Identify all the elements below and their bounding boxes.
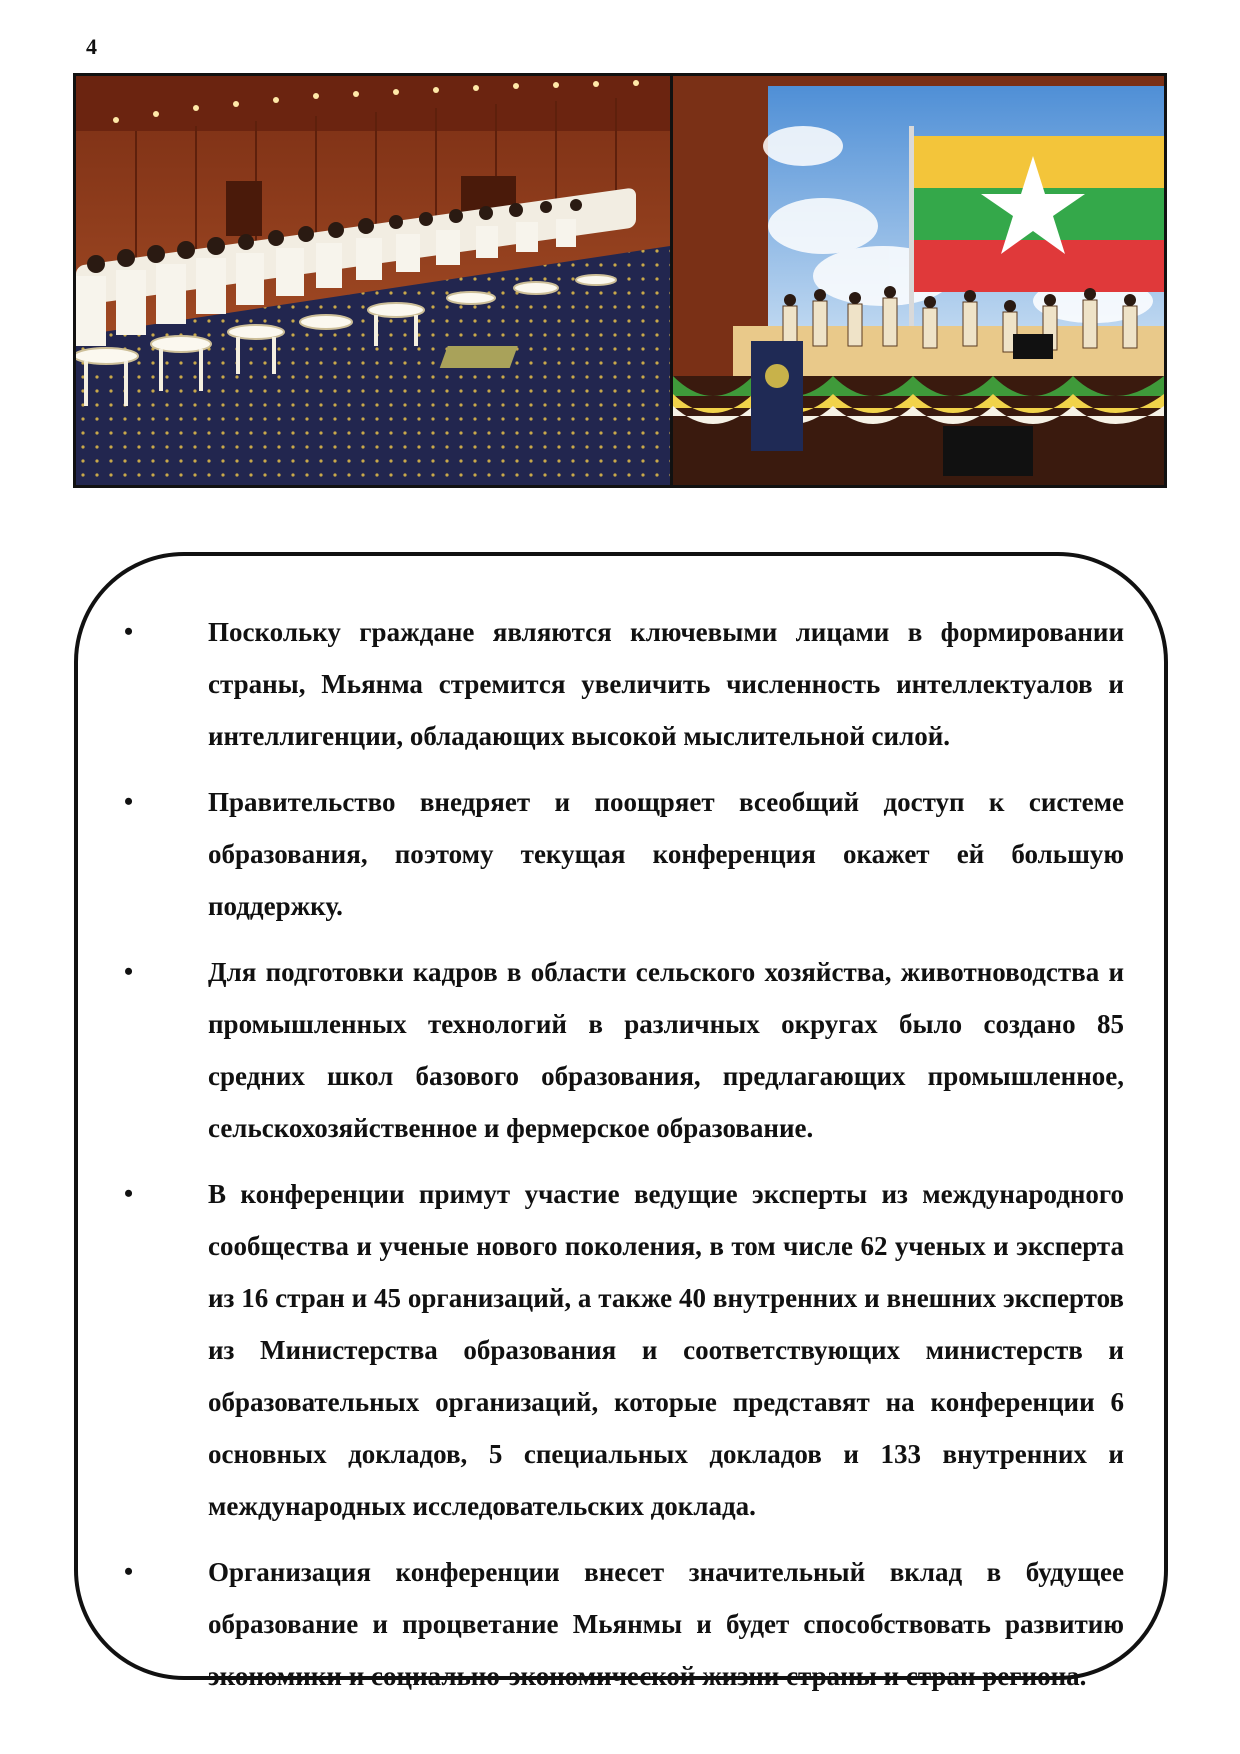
conference-audience-photo <box>76 76 670 485</box>
bullet-item: • Организация конференции внесет значительный вклад в будущее образование и процветание Мьянмы и будет способствовать развитию экономики и социально-экономической жизни страны и стран региона. <box>124 1546 1124 1702</box>
stage-dance-flag-photo <box>673 76 1164 485</box>
page-number: 4 <box>86 34 97 59</box>
bullet-item: • В конференции примут участие ведущие эксперты из международного сообщества и ученые нового поколения, в том числе 62 ученых и эксперта из 16 стран и 45 организаций, а также 40 внутренних и внешних экспертов из Министерства образования и соответствующих министерств и образовательных организаций, которые представят на конференции 6 основных докладов, 5 специальных докладов и 133 внутренних и международных исследовательских доклада. <box>124 1168 1124 1532</box>
bullet-item: • Для подготовки кадров в области сельского хозяйства, животноводства и промышленных технологий в различных округах было создано 85 средних школ базового образования, предлагающих промышленное, сельскохозяйственное и фермерское образование. <box>124 946 1124 1154</box>
bullet-list <box>124 606 1124 1716</box>
photo-strip <box>73 73 1167 488</box>
bullet-item: • Поскольку граждане являются ключевыми лицами в формировании страны, Мьянма стремится увеличить численность интеллектуалов и интеллигенции, обладающих высокой мыслительной силой. <box>124 606 1124 762</box>
bulleted-text-box <box>74 552 1168 1691</box>
bullet-item: • Правительство внедряет и поощряет всеобщий доступ к системе образования, поэтому текущая конференция окажет ей большую поддержку. <box>124 776 1124 932</box>
